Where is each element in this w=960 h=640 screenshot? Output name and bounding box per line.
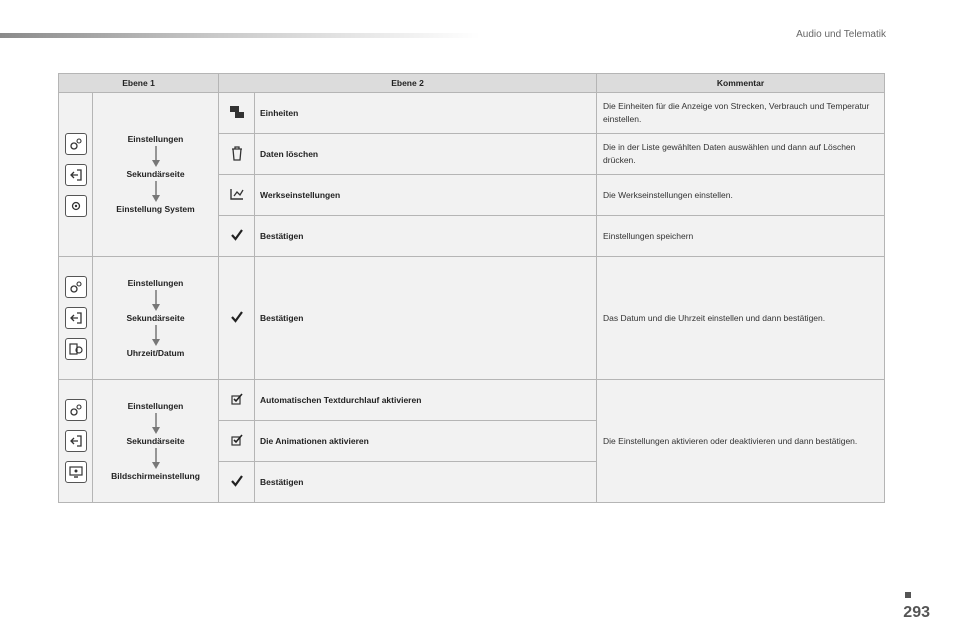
column-header-kommentar: Kommentar [597,74,885,93]
arrow-down-icon [151,181,161,203]
gear-icon [65,133,87,155]
level-label: Einstellung System [116,204,195,214]
comment-cell: Die Einstellungen aktivieren oder deaktivieren und dann bestätigen. [597,380,885,503]
level-label: Uhrzeit/Datum [126,347,185,358]
level1-path-datetime [93,257,219,380]
page-back-icon [65,430,87,452]
gear-icon [65,399,87,421]
level-label: Sekundärseite [126,312,185,323]
page-back-icon [65,307,87,329]
level-label: Einstellungen [127,277,184,288]
level-label: Einstellungen [127,400,184,411]
screen-settings-icon [65,461,87,483]
trash-icon [219,134,255,175]
option-label: Bestätigen [255,462,597,503]
arrow-down-icon [151,325,161,347]
table-row [59,93,885,134]
table-row [59,380,885,421]
arrow-down-icon [151,290,161,312]
page-back-icon [65,164,87,186]
checkbox-icon [219,421,255,462]
top-gradient-bar [0,33,480,38]
column-header-ebene1: Ebene 1 [59,74,219,93]
table-row [59,257,885,380]
level-label: Sekundärseite [126,435,185,446]
level1-icons-system [59,93,93,257]
checkmark-icon [219,216,255,257]
level-label: Sekundärseite [126,169,185,179]
option-label: Daten löschen [255,134,597,175]
arrow-down-icon [151,448,161,470]
option-label: Die Animationen aktivieren [255,421,597,462]
option-label: Werkseinstellungen [255,175,597,216]
level1-path-system [93,93,219,257]
arrow-down-icon [151,146,161,168]
option-label: Einheiten [255,93,597,134]
table-header-row [59,74,885,93]
comment-cell: Die Einheiten für die Anzeige von Strecken, Verbrauch und Temperatur einstellen. [597,93,885,134]
arrow-down-icon [151,413,161,435]
units-icon [219,93,255,134]
settings-table [58,73,885,503]
level1-path-screen [93,380,219,503]
checkbox-icon [219,380,255,421]
comment-cell: Die Werkseinstellungen einstellen. [597,175,885,216]
gear-icon [65,276,87,298]
level1-icons-screen [59,380,93,503]
checkmark-icon [219,462,255,503]
comment-cell: Das Datum und die Uhrzeit einstellen und dann bestätigen. [597,257,885,380]
option-label: Bestätigen [255,257,597,380]
checkmark-icon [219,257,255,380]
comment-cell: Die in der Liste gewählten Daten auswählen und dann auf Löschen drücken. [597,134,885,175]
calendar-clock-icon [65,338,87,360]
level-label: Bildschirmeinstellung [111,470,200,481]
page-marker [905,592,911,598]
column-header-ebene2: Ebene 2 [219,74,597,93]
level-label: Einstellungen [127,134,184,144]
gear-system-icon [65,195,87,217]
option-label: Bestätigen [255,216,597,257]
level1-icons-datetime [59,257,93,380]
comment-cell: Einstellungen speichern [597,216,885,257]
page-number: 293 [903,604,930,621]
option-label: Automatischen Textdurchlauf aktivieren [255,380,597,421]
section-title: Audio und Telematik [796,29,886,40]
factory-reset-icon [219,175,255,216]
